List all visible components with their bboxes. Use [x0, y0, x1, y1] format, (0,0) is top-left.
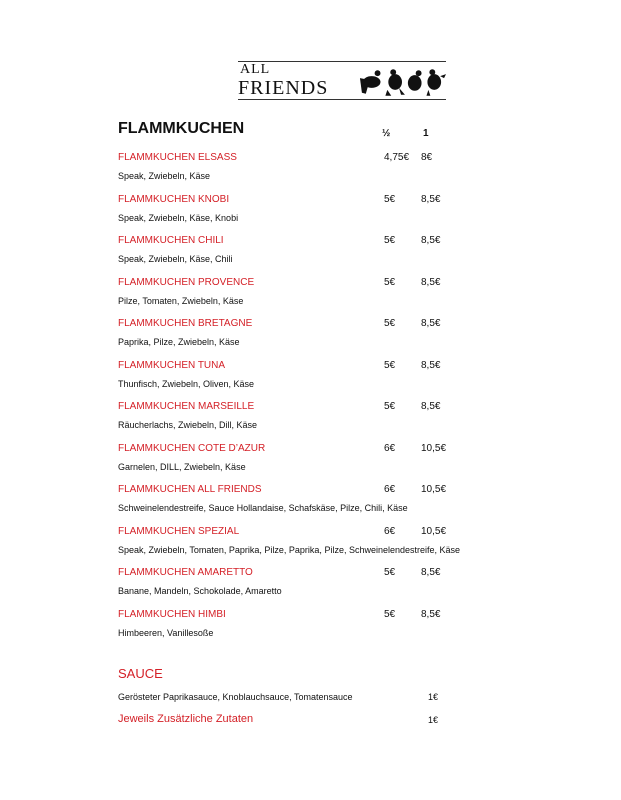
section-title: FLAMMKUCHEN: [118, 120, 245, 137]
item-price-full: 8,5€: [421, 608, 441, 620]
menu-item: [118, 152, 518, 192]
extra-toppings-price: 1€: [428, 715, 439, 725]
item-name: FLAMMKUCHEN AMARETTO: [118, 567, 253, 578]
column-full: 1: [423, 128, 429, 139]
menu-item: [118, 609, 518, 649]
item-price-half: 6€: [384, 442, 396, 454]
item-price-full: 10,5€: [421, 525, 447, 537]
item-price-full: 8,5€: [421, 401, 441, 412]
item-ingredients: Himbeeren, Vanillesoße: [118, 627, 214, 638]
sauce-list: Gerösteter Paprikasauce, Knoblauchsauce, Tomatensauce: [118, 692, 353, 702]
item-price-full: 8,5€: [421, 359, 441, 371]
item-ingredients: Speak, Zwiebeln, Käse, Chili: [118, 254, 233, 264]
item-price-half: 5€: [384, 567, 396, 578]
item-ingredients: Garnelen, DILL, Zwiebeln, Käse: [118, 461, 246, 472]
dancers-silhouette-icon: [358, 67, 446, 97]
item-price-full: 8,5€: [421, 567, 441, 578]
menu-item: [118, 567, 518, 607]
all-friends-logo: [238, 59, 446, 101]
item-price-half: 5€: [384, 318, 396, 329]
item-name: FLAMMKUCHEN PROVENCE: [118, 276, 255, 288]
item-ingredients: Speak, Zwiebeln, Tomaten, Paprika, Pilze, Paprika, Pilze, Schweinelendestreife, Käse: [118, 544, 461, 555]
item-name: FLAMMKUCHEN HIMBI: [118, 608, 226, 620]
logo-line1: ALL: [240, 62, 271, 77]
menu-item: [118, 526, 518, 566]
item-price-half: 4,75€: [384, 152, 410, 163]
extra-toppings: Jeweils Zusätzliche Zutaten: [118, 713, 254, 725]
item-ingredients: Thunfisch, Zwiebeln, Oliven, Käse: [118, 378, 255, 389]
item-ingredients: Banane, Mandeln, Schokolade, Amaretto: [118, 586, 282, 596]
item-name: FLAMMKUCHEN MARSEILLE: [118, 401, 255, 412]
item-price-half: 5€: [384, 276, 396, 288]
item-ingredients: Speak, Zwiebeln, Käse, Knobi: [118, 212, 239, 223]
item-price-full: 8,5€: [421, 235, 441, 246]
item-price-full: 8€: [421, 152, 433, 163]
item-price-half: 6€: [384, 484, 396, 495]
item-ingredients: Pilze, Tomaten, Zwiebeln, Käse: [118, 295, 244, 306]
item-price-full: 10,5€: [421, 484, 447, 495]
column-half: ½: [382, 128, 391, 139]
item-price-half: 5€: [384, 359, 396, 371]
item-price-full: 8,5€: [421, 276, 441, 288]
menu-item: [118, 443, 518, 483]
menu-item: [118, 360, 518, 400]
item-name: FLAMMKUCHEN COTE D’AZUR: [118, 442, 266, 454]
item-name: FLAMMKUCHEN SPEZIAL: [118, 525, 240, 537]
item-price-half: 5€: [384, 193, 396, 205]
menu-item: [118, 401, 518, 441]
sauce-price: 1€: [428, 692, 439, 702]
menu-item: [118, 235, 518, 275]
item-price-half: 5€: [384, 608, 396, 620]
item-price-half: 5€: [384, 235, 396, 246]
sauce-heading: SAUCE: [118, 666, 163, 681]
item-ingredients: Paprika, Pilze, Zwiebeln, Käse: [118, 337, 240, 347]
item-name: FLAMMKUCHEN CHILI: [118, 235, 224, 246]
item-name: FLAMMKUCHEN KNOBI: [118, 193, 230, 205]
logo-rule-bottom: [238, 99, 446, 100]
item-ingredients: Speak, Zwiebeln, Käse: [118, 171, 211, 181]
item-ingredients: Räucherlachs, Zwiebeln, Dill, Käse: [118, 420, 258, 430]
menu-item: [118, 277, 518, 317]
item-price-half: 6€: [384, 525, 396, 537]
item-price-full: 8,5€: [421, 193, 441, 205]
item-price-full: 10,5€: [421, 442, 447, 454]
logo-line2: FRIENDS: [238, 77, 329, 99]
item-name: FLAMMKUCHEN ALL FRIENDS: [118, 484, 262, 495]
menu-item: [118, 318, 518, 358]
menu-item: [118, 194, 518, 234]
item-name: FLAMMKUCHEN ELSASS: [118, 152, 237, 163]
item-price-full: 8,5€: [421, 318, 441, 329]
item-ingredients: Schweinelendestreife, Sauce Hollandaise, Schafskäse, Pilze, Chili, Käse: [118, 503, 408, 513]
item-name: FLAMMKUCHEN TUNA: [118, 359, 226, 371]
item-price-half: 5€: [384, 401, 396, 412]
item-name: FLAMMKUCHEN BRETAGNE: [118, 318, 253, 329]
menu-item: [118, 484, 518, 524]
